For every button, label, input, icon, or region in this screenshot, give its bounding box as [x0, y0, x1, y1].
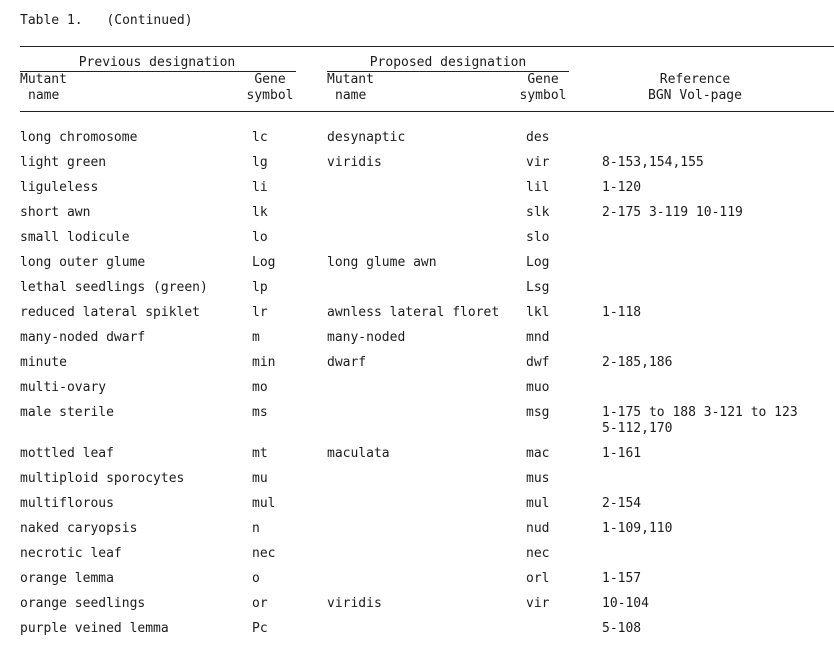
proposed-gene-symbol: mul	[526, 496, 550, 511]
col-header-prev-symbol-line1: Gene	[254, 72, 286, 87]
group-header-previous: Previous designation	[78, 55, 236, 70]
table-row	[0, 405, 834, 436]
previous-mutant-name: orange seedlings	[20, 596, 146, 611]
proposed-mutant-name: desynaptic	[327, 130, 406, 145]
previous-gene-symbol: m	[252, 330, 260, 345]
proposed-mutant-name: long glume awn	[327, 255, 437, 270]
reference: 1-157	[602, 571, 642, 586]
table-row	[0, 596, 834, 621]
col-header-prop-name	[327, 72, 374, 104]
previous-mutant-name: purple veined lemma	[20, 621, 169, 636]
col-header-prop-name-line1: Mutant	[327, 72, 374, 87]
proposed-gene-symbol: mnd	[526, 330, 550, 345]
previous-mutant-name: necrotic leaf	[20, 546, 122, 561]
previous-mutant-name: orange lemma	[20, 571, 114, 586]
reference-continued: 5-112,170	[602, 421, 673, 436]
previous-gene-symbol: lg	[252, 155, 268, 170]
table-row	[0, 446, 834, 471]
reference: 2-175 3-119 10-119	[602, 205, 743, 220]
reference: 1-109,110	[602, 521, 673, 536]
reference: 1-118	[602, 305, 642, 320]
proposed-mutant-name: viridis	[327, 596, 382, 611]
previous-mutant-name: multiploid sporocytes	[20, 471, 185, 486]
proposed-gene-symbol: muo	[526, 380, 550, 395]
proposed-gene-symbol: lkl	[526, 305, 550, 320]
table-row	[0, 205, 834, 230]
col-header-prop-symbol-line2: symbol	[519, 88, 567, 103]
previous-gene-symbol: lk	[252, 205, 268, 220]
reference: 1-120	[602, 180, 642, 195]
table-header-rule	[20, 111, 834, 112]
col-header-prev-symbol-line2: symbol	[246, 88, 294, 103]
col-header-prev-name	[20, 72, 67, 104]
table-row	[0, 130, 834, 155]
previous-gene-symbol: lo	[252, 230, 268, 245]
table-row	[0, 280, 834, 305]
proposed-gene-symbol: slk	[526, 205, 550, 220]
table-row	[0, 230, 834, 255]
proposed-gene-symbol: Lsg	[526, 280, 550, 295]
previous-mutant-name: small lodicule	[20, 230, 130, 245]
col-header-reference-line1: Reference	[659, 72, 731, 87]
table-row	[0, 305, 834, 330]
reference: 5-108	[602, 621, 642, 636]
previous-mutant-name: multi-ovary	[20, 380, 107, 395]
table-row	[0, 255, 834, 280]
previous-gene-symbol: min	[252, 355, 276, 370]
previous-gene-symbol: mt	[252, 446, 268, 461]
previous-mutant-name: multiflorous	[20, 496, 114, 511]
proposed-gene-symbol: msg	[526, 405, 550, 420]
col-header-prev-name-line2: name	[28, 88, 60, 103]
proposed-mutant-name: dwarf	[327, 355, 367, 370]
previous-gene-symbol: mul	[252, 496, 276, 511]
previous-gene-symbol: lr	[252, 305, 268, 320]
col-header-prev-symbol	[238, 72, 302, 104]
col-header-prop-symbol	[511, 72, 575, 104]
previous-gene-symbol: Log	[252, 255, 276, 270]
reference: 1-161	[602, 446, 642, 461]
table-row	[0, 521, 834, 546]
proposed-mutant-name: maculata	[327, 446, 390, 461]
previous-mutant-name: many-noded dwarf	[20, 330, 146, 345]
previous-gene-symbol: lp	[252, 280, 268, 295]
proposed-gene-symbol: vir	[526, 155, 550, 170]
proposed-gene-symbol: dwf	[526, 355, 550, 370]
reference: 10-104	[602, 596, 649, 611]
previous-mutant-name: liguleless	[20, 180, 99, 195]
col-header-reference-line2: BGN Vol-page	[648, 88, 742, 103]
previous-mutant-name: naked caryopsis	[20, 521, 138, 536]
col-header-prev-name-line1: Mutant	[20, 72, 67, 87]
col-header-prop-name-line2: name	[335, 88, 367, 103]
reference: 1-175 to 188 3-121 to 123	[602, 405, 798, 420]
col-header-prop-symbol-line1: Gene	[527, 72, 559, 87]
previous-mutant-name: mottled leaf	[20, 446, 114, 461]
table-row	[0, 330, 834, 355]
table-row	[0, 571, 834, 596]
table-row	[0, 155, 834, 180]
previous-gene-symbol: mo	[252, 380, 268, 395]
proposed-gene-symbol: nud	[526, 521, 550, 536]
table-continued-note: (Continued)	[106, 13, 193, 28]
previous-gene-symbol: mu	[252, 471, 268, 486]
previous-gene-symbol: ms	[252, 405, 268, 420]
previous-mutant-name: long outer glume	[20, 255, 146, 270]
table-top-rule	[20, 46, 834, 47]
proposed-gene-symbol: slo	[526, 230, 550, 245]
previous-gene-symbol: lc	[252, 130, 268, 145]
proposed-gene-symbol: mus	[526, 471, 550, 486]
proposed-mutant-name: viridis	[327, 155, 382, 170]
table-row	[0, 355, 834, 380]
proposed-mutant-name: awnless lateral floret	[327, 305, 500, 320]
reference: 8-153,154,155	[602, 155, 704, 170]
previous-gene-symbol: o	[252, 571, 260, 586]
table-label: Table 1.	[20, 13, 83, 28]
previous-mutant-name: long chromosome	[20, 130, 138, 145]
previous-mutant-name: male sterile	[20, 405, 114, 420]
proposed-gene-symbol: Log	[526, 255, 550, 270]
proposed-mutant-name: many-noded	[327, 330, 406, 345]
table-row	[0, 380, 834, 405]
proposed-gene-symbol: vir	[526, 596, 550, 611]
previous-gene-symbol: n	[252, 521, 260, 536]
table-row	[0, 471, 834, 496]
col-header-reference	[620, 72, 770, 104]
previous-gene-symbol: Pc	[252, 621, 268, 636]
table-row	[0, 180, 834, 205]
proposed-gene-symbol: nec	[526, 546, 550, 561]
previous-mutant-name: minute	[20, 355, 67, 370]
previous-gene-symbol: li	[252, 180, 268, 195]
reference: 2-185,186	[602, 355, 673, 370]
proposed-gene-symbol: mac	[526, 446, 550, 461]
group-header-proposed: Proposed designation	[369, 55, 527, 70]
previous-mutant-name: short awn	[20, 205, 91, 220]
table-row	[0, 546, 834, 571]
proposed-gene-symbol: des	[526, 130, 550, 145]
table-row	[0, 621, 834, 646]
table-row	[0, 496, 834, 521]
previous-gene-symbol: or	[252, 596, 268, 611]
proposed-gene-symbol: lil	[526, 180, 550, 195]
previous-mutant-name: reduced lateral spiklet	[20, 305, 201, 320]
proposed-gene-symbol: orl	[526, 571, 550, 586]
previous-gene-symbol: nec	[252, 546, 276, 561]
previous-mutant-name: lethal seedlings (green)	[20, 280, 208, 295]
previous-mutant-name: light green	[20, 155, 107, 170]
reference: 2-154	[602, 496, 642, 511]
table-title	[20, 13, 193, 29]
